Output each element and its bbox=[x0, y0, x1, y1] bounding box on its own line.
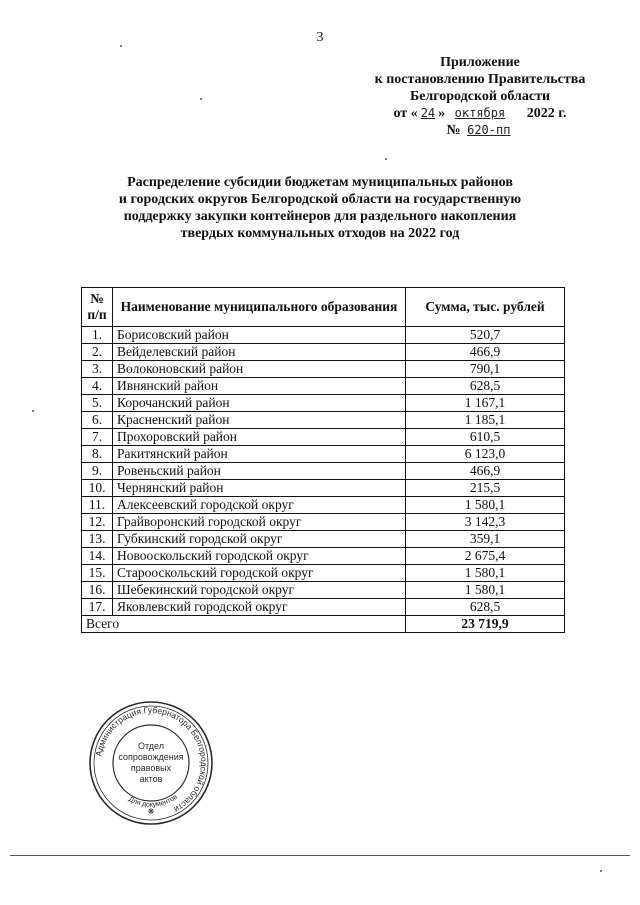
cell-num: 14. bbox=[82, 548, 113, 565]
number-value: 620-пп bbox=[467, 123, 511, 137]
cell-sum: 610,5 bbox=[406, 429, 565, 446]
cell-sum: 359,1 bbox=[406, 531, 565, 548]
table-header-row bbox=[82, 288, 565, 327]
total-row bbox=[82, 616, 565, 633]
seal-ring-textpath: Администрация Губернатора Белгородской области bbox=[93, 704, 210, 815]
cell-sum: 1 185,1 bbox=[406, 412, 565, 429]
cell-sum: 3 142,3 bbox=[406, 514, 565, 531]
cell-num: 17. bbox=[82, 599, 113, 616]
cell-num: 11. bbox=[82, 497, 113, 514]
table-row bbox=[82, 599, 565, 616]
table-row bbox=[82, 429, 565, 446]
cell-sum: 1 580,1 bbox=[406, 497, 565, 514]
table-row bbox=[82, 446, 565, 463]
cell-sum: 466,9 bbox=[406, 463, 565, 480]
cell-name: Корочанский район bbox=[113, 395, 406, 412]
document-title bbox=[70, 174, 570, 242]
cell-sum: 1 580,1 bbox=[406, 582, 565, 599]
scan-speck bbox=[200, 98, 202, 100]
seal-star-icon: ❋ bbox=[147, 807, 155, 816]
subsidy-table bbox=[81, 287, 565, 633]
appendix-line-3: Белгородской области bbox=[409, 89, 551, 104]
table-row bbox=[82, 327, 565, 344]
cell-num: 8. bbox=[82, 446, 113, 463]
cell-num: 4. bbox=[82, 378, 113, 395]
cell-name: Губкинский городской округ bbox=[113, 531, 406, 548]
cell-sum: 466,9 bbox=[406, 344, 565, 361]
official-seal bbox=[88, 700, 214, 826]
scan-speck bbox=[120, 45, 122, 47]
number-prefix: № bbox=[446, 123, 461, 138]
date-suffix: 2022 г. bbox=[526, 106, 567, 121]
seal-bottom-textpath: Для документов bbox=[127, 793, 179, 809]
seal-center-line-4: актов bbox=[139, 774, 163, 784]
total-sum: 23 719,9 bbox=[406, 616, 565, 633]
date-prefix: от « bbox=[393, 106, 418, 121]
table-row bbox=[82, 395, 565, 412]
cell-sum: 6 123,0 bbox=[406, 446, 565, 463]
title-line-4: твердых коммунальных отходов на 2022 год bbox=[180, 226, 460, 241]
table-row bbox=[82, 548, 565, 565]
cell-num: 7. bbox=[82, 429, 113, 446]
cell-num: 13. bbox=[82, 531, 113, 548]
date-day: 24 bbox=[420, 106, 436, 120]
cell-name: Алексеевский городской округ bbox=[113, 497, 406, 514]
title-line-2: и городских округов Белгородской области на государственную bbox=[118, 192, 522, 207]
cell-name: Шебекинский городской округ bbox=[113, 582, 406, 599]
cell-num: 12. bbox=[82, 514, 113, 531]
table-row bbox=[82, 463, 565, 480]
cell-name: Волоконовский район bbox=[113, 361, 406, 378]
table-row bbox=[82, 361, 565, 378]
date-mid: » bbox=[438, 106, 446, 121]
table-row bbox=[82, 531, 565, 548]
cell-num: 10. bbox=[82, 480, 113, 497]
cell-name: Ракитянский район bbox=[113, 446, 406, 463]
scan-speck bbox=[385, 158, 387, 160]
cell-name: Яковлевский городской округ bbox=[113, 599, 406, 616]
seal-center-line-1: Отдел bbox=[137, 741, 165, 751]
appendix-line-1: Приложение bbox=[440, 55, 520, 70]
appendix-number-line bbox=[330, 122, 630, 139]
cell-sum: 628,5 bbox=[406, 599, 565, 616]
cell-sum: 2 675,4 bbox=[406, 548, 565, 565]
header-sum: Сумма, тыс. рублей bbox=[406, 288, 565, 327]
cell-name: Грайворонский городской округ bbox=[113, 514, 406, 531]
cell-num: 2. bbox=[82, 344, 113, 361]
cell-num: 5. bbox=[82, 395, 113, 412]
table-row bbox=[82, 497, 565, 514]
cell-name: Вейделевский район bbox=[113, 344, 406, 361]
appendix-header bbox=[330, 54, 630, 139]
appendix-date-line bbox=[330, 105, 630, 122]
title-line-1: Распределение субсидии бюджетам муниципальных районов bbox=[127, 175, 513, 190]
header-num: № п/п bbox=[82, 288, 113, 327]
table-row bbox=[82, 582, 565, 599]
cell-name: Прохоровский район bbox=[113, 429, 406, 446]
cell-sum: 628,5 bbox=[406, 378, 565, 395]
cell-name: Красненский район bbox=[113, 412, 406, 429]
seal-center-line-2: сопровождения bbox=[118, 752, 184, 762]
title-line-3: поддержку закупки контейнеров для раздельного накопления bbox=[123, 209, 517, 224]
cell-num: 1. bbox=[82, 327, 113, 344]
seal-center-line-3: правовых bbox=[130, 763, 172, 773]
header-name: Наименование муниципального образования bbox=[113, 288, 406, 327]
cell-num: 9. bbox=[82, 463, 113, 480]
scan-speck bbox=[600, 870, 602, 872]
cell-sum: 215,5 bbox=[406, 480, 565, 497]
table-row bbox=[82, 565, 565, 582]
cell-name: Борисовский район bbox=[113, 327, 406, 344]
cell-name: Чернянский район bbox=[113, 480, 406, 497]
cell-sum: 790,1 bbox=[406, 361, 565, 378]
cell-name: Новооскольский городской округ bbox=[113, 548, 406, 565]
table-row bbox=[82, 412, 565, 429]
cell-sum: 1 580,1 bbox=[406, 565, 565, 582]
table-row bbox=[82, 480, 565, 497]
cell-name: Старооскольский городской округ bbox=[113, 565, 406, 582]
table-row bbox=[82, 514, 565, 531]
cell-num: 6. bbox=[82, 412, 113, 429]
date-month: октября bbox=[454, 106, 506, 120]
total-label: Всего bbox=[82, 616, 406, 633]
cell-sum: 1 167,1 bbox=[406, 395, 565, 412]
cell-name: Ивнянский район bbox=[113, 378, 406, 395]
table-row bbox=[82, 378, 565, 395]
bottom-scan-line bbox=[10, 855, 630, 856]
cell-num: 16. bbox=[82, 582, 113, 599]
cell-sum: 520,7 bbox=[406, 327, 565, 344]
table-row bbox=[82, 344, 565, 361]
scan-speck bbox=[32, 410, 34, 412]
cell-name: Ровеньский район bbox=[113, 463, 406, 480]
cell-num: 15. bbox=[82, 565, 113, 582]
page-number: 3 bbox=[316, 30, 324, 45]
table-body bbox=[82, 327, 565, 633]
cell-num: 3. bbox=[82, 361, 113, 378]
appendix-line-2: к постановлению Правительства bbox=[374, 72, 586, 87]
